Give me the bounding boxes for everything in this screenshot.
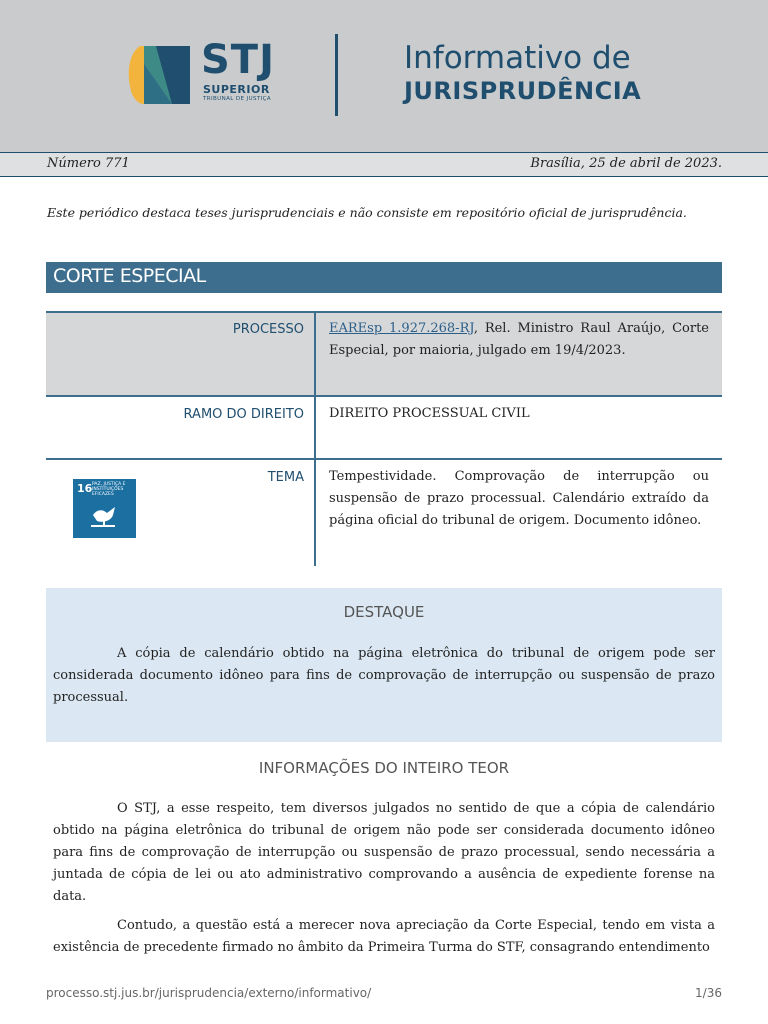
- disclaimer: Este periódico destaca teses jurisprudenciais e não consiste em repositório oficial de jurisprudência.: [47, 205, 687, 220]
- org-name-line1: SUPERIOR: [203, 83, 270, 96]
- org-short-name: STJ: [201, 37, 275, 83]
- processo-link[interactable]: EAREsp 1.927.268-RJ: [329, 321, 474, 336]
- row-rule: [46, 458, 722, 460]
- row-processo: [46, 311, 722, 395]
- publication-title-line1: Informativo de: [404, 40, 631, 76]
- dove-gavel-icon: [89, 501, 121, 531]
- destaque-box: [46, 588, 722, 742]
- processo-details: , Rel. Ministro Raul Araújo, Corte Especial, por maioria, julgado em 19/4/2023.: [329, 321, 709, 358]
- header-divider: [335, 34, 338, 116]
- ods-16-badge: [73, 479, 136, 538]
- ods-label: PAZ, JUSTIÇA E INSTITUIÇÕES EFICAZES: [92, 482, 126, 497]
- inteiro-teor-paragraph: Contudo, a questão está a merecer nova apreciação da Corte Especial, tendo em vista a existência de precedente firmado no âmbito da Primeira Turma do STF, consagrando entendimento: [53, 918, 715, 955]
- section-title: CORTE ESPECIAL: [53, 265, 206, 287]
- page-number: 1/36: [695, 986, 722, 1000]
- tema-value: Tempestividade. Comprovação de interrupção ou suspensão de prazo processual. Calendário extraído da página oficial do tribunal de origem. Documento idôneo.: [329, 469, 709, 528]
- issue-bar: [0, 152, 768, 177]
- destaque-text: A cópia de calendário obtido na página eletrônica do tribunal de origem pode ser considerada documento idôneo para fins de comprovação de interrupção ou suspensão de prazo processual.: [53, 646, 715, 705]
- footer-url[interactable]: processo.stj.jus.br/jurisprudencia/externo/informativo/: [46, 986, 372, 1000]
- ramo-value: DIREITO PROCESSUAL CIVIL: [329, 406, 530, 421]
- ods-number: 16: [77, 482, 93, 495]
- stj-logo-icon: [126, 44, 190, 106]
- page-header: [0, 0, 768, 152]
- destaque-title: DESTAQUE: [343, 603, 425, 621]
- processo-value: [329, 318, 709, 362]
- publication-title-line2: JURISPRUDÊNCIA: [404, 77, 642, 105]
- inteiro-teor-title: INFORMAÇÕES DO INTEIRO TEOR: [258, 759, 510, 777]
- section-header: [46, 262, 722, 293]
- row-tema: [46, 458, 722, 566]
- inteiro-teor-paragraph: O STJ, a esse respeito, tem diversos julgados no sentido de que a cópia de calendário obtido na página eletrônica do tribunal de origem não pode ser considerada documento idôneo para fins de comprovação de interrupção ou suspensão de prazo processual, sendo necessária a juntada de cópia de lei ou ato administrativo comprovando a ausência de expediente forense na data.: [53, 801, 715, 904]
- table-vertical-rule-top: [314, 311, 316, 395]
- row-rule: [46, 395, 722, 397]
- issue-date: Brasília, 25 de abril de 2023.: [530, 156, 722, 171]
- ramo-label: RAMO DO DIREITO: [183, 407, 304, 422]
- row-rule: [46, 311, 722, 313]
- issue-number: Número 771: [47, 156, 130, 171]
- row-ramo: [46, 395, 722, 458]
- org-name-line2: TRIBUNAL DE JUSTIÇA: [203, 96, 272, 102]
- tema-label: TEMA: [267, 470, 304, 485]
- processo-label: PROCESSO: [232, 322, 304, 337]
